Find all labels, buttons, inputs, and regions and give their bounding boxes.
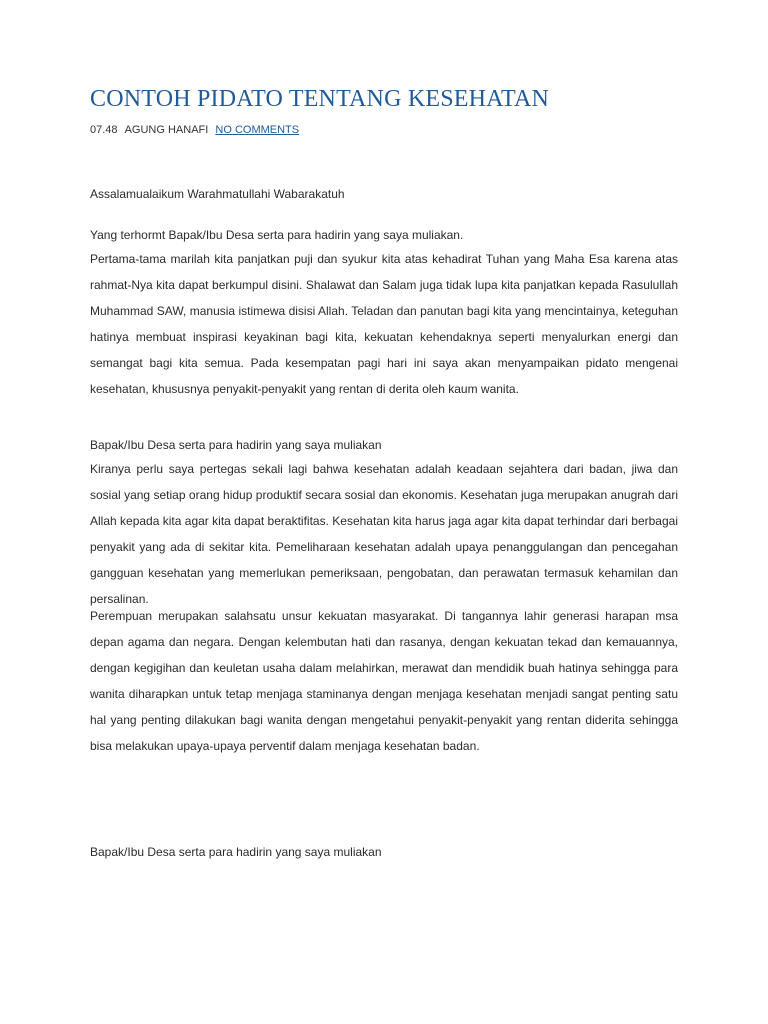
comments-link[interactable]: NO COMMENTS bbox=[215, 124, 300, 136]
paragraph-3: Perempuan merupakan salahsatu unsur kekuatan masyarakat. Di tangannya lahir generasi harapan msa depan agama dan negara. Dengan kelembutan hati dan rasanya, dengan kekuatan tekad dan kemauannya, dengan kegigihan dan keuletan usaha dalam melahirkan, merawat dan mendidik buah hatinya sehingga para wanita diharapkan untuk tetap menjaga staminanya dengan menjaga kesehatan menjadi sangat penting satu hal yang penting dilakukan bagi wanita dengan mengetahui penyakit-penyakit yang rentan diderita sehingga bisa melakukan upaya-upaya perventif dalam menjaga kesehatan badan. bbox=[90, 609, 678, 753]
post-author: AGUNG HANAFI bbox=[124, 124, 209, 136]
post-meta bbox=[90, 124, 299, 136]
post-title: CONTOH PIDATO TENTANG KESEHATAN bbox=[90, 86, 550, 112]
salutation-2: Bapak/Ibu Desa serta para hadirin yang saya muliakan bbox=[90, 438, 382, 452]
paragraph-1: Pertama-tama marilah kita panjatkan puji dan syukur kita atas kehadirat Tuhan yang Maha Esa karena atas rahmat-Nya kita dapat berkumpul disini. Shalawat dan Salam juga tidak lupa kita panjatkan kepada Rasulullah Muhammad SAW, manusia istimewa disisi Allah. Teladan dan panutan bagi kita yang mencintainya, keteguhan hatinya membuat inspirasi keyakinan bagi kita, kekuatan kehendaknya seperti menyalurkan energi dan semangat bagi kita semua. Pada kesempatan pagi hari ini saya akan menyampaikan pidato mengenai kesehatan, khususnya penyakit-penyakit yang rentan di derita oleh kaum wanita. bbox=[90, 252, 678, 396]
post-time: 07.48 bbox=[90, 124, 118, 136]
salutation-3: Bapak/Ibu Desa serta para hadirin yang saya muliakan bbox=[90, 845, 382, 859]
salutation-1: Yang terhormt Bapak/Ibu Desa serta para hadirin yang saya muliakan. bbox=[90, 228, 464, 242]
paragraph-2: Kiranya perlu saya pertegas sekali lagi bahwa kesehatan adalah keadaan sejahtera dari badan, jiwa dan sosial yang setiap orang hidup produktif secara sosial dan ekonomis. Kesehatan juga merupakan anugrah dari Allah kepada kita agar kita dapat beraktifitas. Kesehatan kita harus jaga agar kita dapat terhindar dari berbagai penyakit yang ada di sekitar kita. Pemeliharaan kesehatan adalah upaya penanggulangan dan pencegahan gangguan kesehatan yang memerlukan pemeriksaan, pengobatan, dan perawatan termasuk kehamilan dan persalinan. bbox=[90, 462, 678, 606]
greeting: Assalamualaikum Warahmatullahi Wabarakatuh bbox=[90, 187, 345, 201]
